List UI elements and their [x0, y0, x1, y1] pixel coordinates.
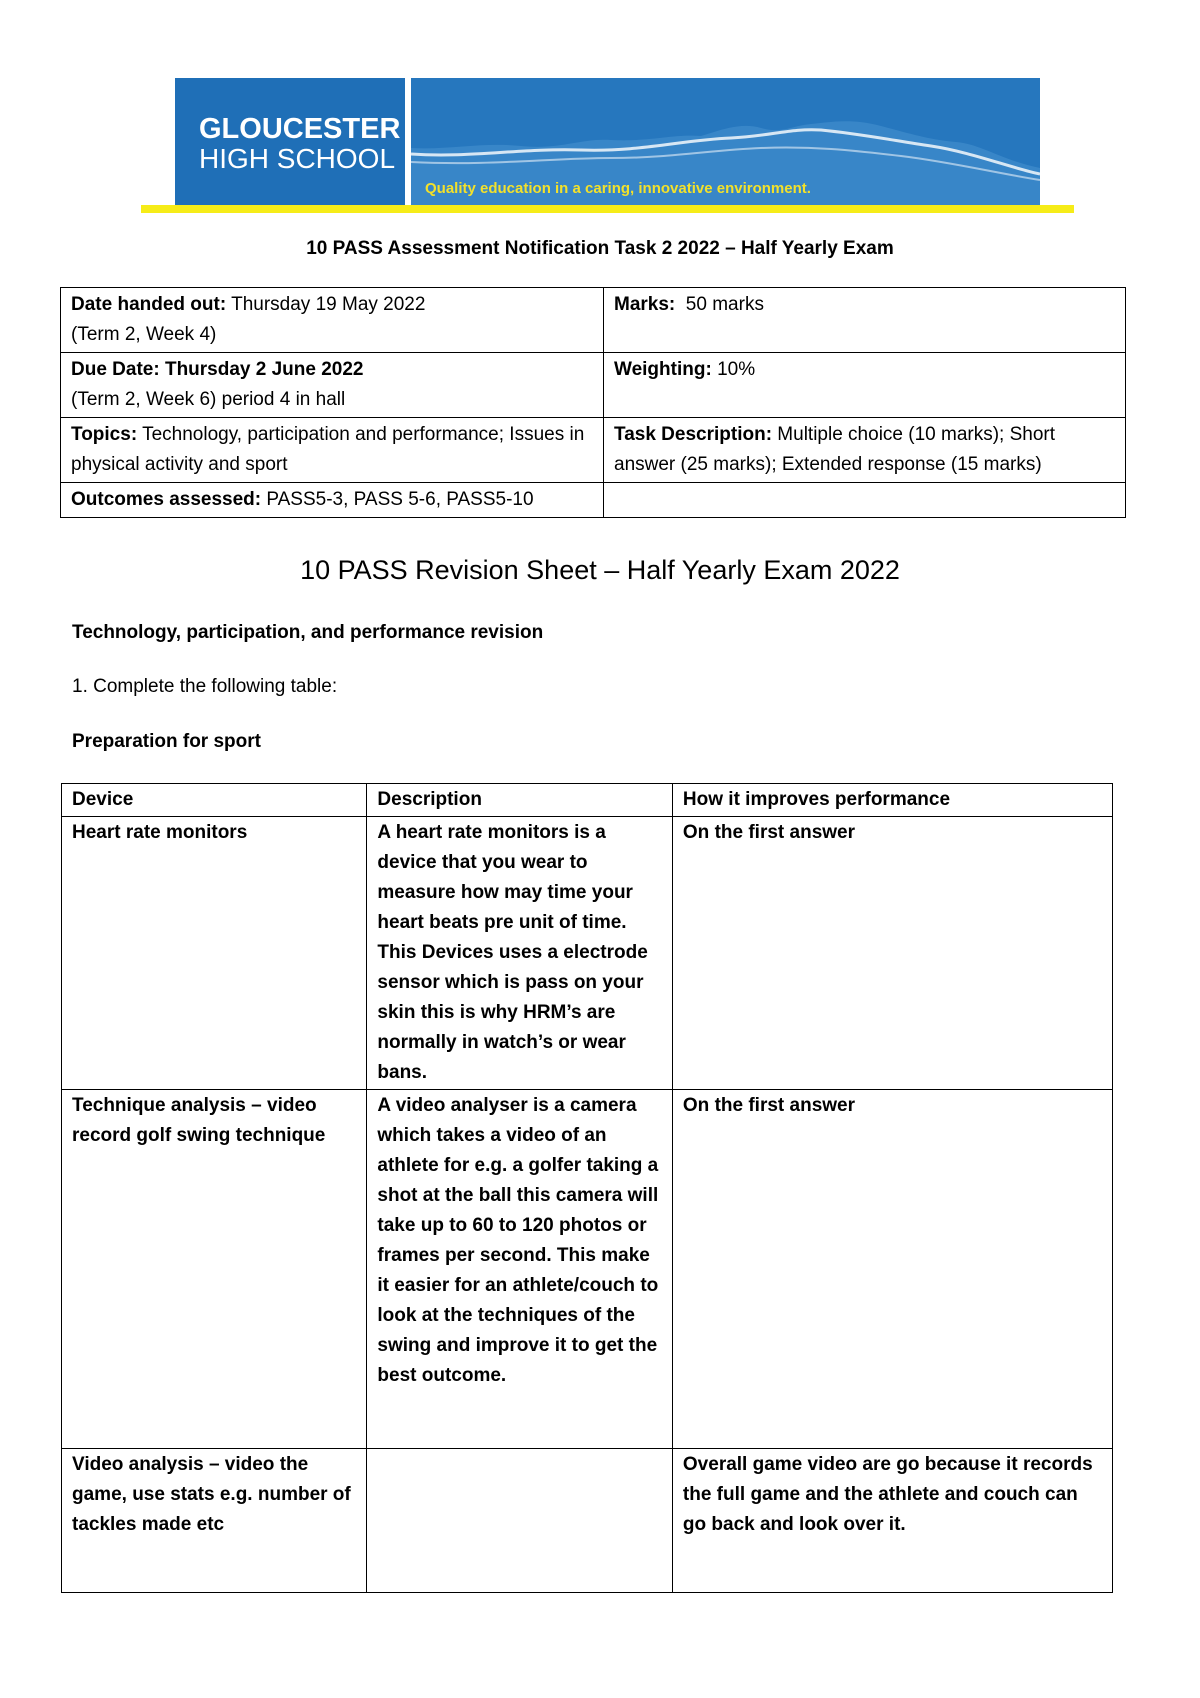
weighting-cell	[604, 353, 1126, 418]
section-heading: Technology, participation, and performance revision	[72, 622, 544, 643]
marks-label: Marks:	[614, 294, 676, 315]
due-date-note: (Term 2, Week 6) period 4 in hall	[71, 389, 346, 410]
improvement-cell: On the first answer	[672, 1090, 1112, 1449]
notification-title: 10 PASS Assessment Notification Task 2 2022 – Half Yearly Exam	[306, 238, 894, 259]
school-name-line1: GLOUCESTER	[199, 113, 401, 145]
date-handed-out-note: (Term 2, Week 4)	[71, 324, 217, 345]
weighting-value: 10%	[711, 359, 756, 380]
outcomes-label: Outcomes assessed:	[71, 489, 262, 510]
table-row	[61, 483, 1126, 518]
description-cell	[367, 1449, 673, 1593]
description-cell: A heart rate monitors is a device that you wear to measure how may time your heart beats pre unit of time. This Devices uses a electrode sensor which is pass on your skin this is why HRM’s are normally in watch’s or wear bans.	[367, 817, 673, 1090]
device-cell: Technique analysis – video record golf swing technique	[62, 1090, 367, 1449]
task-description-cell	[604, 418, 1126, 483]
topics-value: Technology, participation and performance; Issues in physical activity and sport	[71, 424, 585, 475]
header-improvement: How it improves performance	[672, 784, 1112, 817]
notification-table	[60, 287, 1126, 518]
date-handed-out-value: Thursday 19 May 2022	[226, 294, 426, 315]
table-row	[62, 817, 1113, 1090]
topics-label: Topics:	[71, 424, 138, 445]
subheading: Preparation for sport	[72, 731, 261, 752]
table-row	[61, 418, 1126, 483]
date-handed-out-label: Date handed out:	[71, 294, 227, 315]
improvement-cell: Overall game video are go because it records the full game and the athlete and couch can go back and look over it.	[672, 1449, 1112, 1593]
task-description-label: Task Description:	[614, 424, 773, 445]
outcomes-value: PASS5-3, PASS 5-6, PASS5-10	[261, 489, 534, 510]
marks-value: 50 marks	[675, 294, 764, 315]
outcomes-cell	[61, 483, 604, 518]
topics-cell	[61, 418, 604, 483]
table-row	[62, 1449, 1113, 1593]
weighting-label: Weighting:	[614, 359, 712, 380]
description-cell: A video analyser is a camera which takes a video of an athlete for e.g. a golfer taking a shot at the ball this camera will take up to 60 to 120 photos or frames per second. This make it easier for an athlete/couch to look at the techniques of the swing and improve it to get the best outcome.	[367, 1090, 673, 1449]
preparation-table	[61, 783, 1113, 1593]
table-row	[61, 288, 1126, 353]
due-date-cell	[61, 353, 604, 418]
revision-title: 10 PASS Revision Sheet – Half Yearly Exam 2022	[300, 555, 900, 585]
table-row	[62, 1090, 1113, 1449]
device-cell: Video analysis – video the game, use stats e.g. number of tackles made etc	[62, 1449, 367, 1593]
date-handed-out-cell	[61, 288, 604, 353]
empty-cell	[604, 483, 1126, 518]
school-name-line2: HIGH SCHOOL	[199, 143, 396, 174]
improvement-cell: On the first answer	[672, 817, 1112, 1090]
due-date-label: Due Date: Thursday 2 June 2022	[71, 359, 364, 380]
header-description: Description	[367, 784, 673, 817]
school-banner	[175, 78, 1040, 208]
table-row	[61, 353, 1126, 418]
question-text: 1. Complete the following table:	[72, 676, 338, 697]
marks-cell	[604, 288, 1126, 353]
school-tagline: Quality education in a caring, innovative environment.	[425, 180, 811, 197]
table-header-row	[62, 784, 1113, 817]
banner-landscape-panel	[411, 78, 1040, 205]
banner-logo-panel	[175, 78, 405, 205]
task-description-value: Multiple choice (10 marks); Short answer (25 marks); Extended response (15 marks)	[614, 424, 1056, 475]
header-device: Device	[62, 784, 367, 817]
device-cell: Heart rate monitors	[62, 817, 367, 1090]
banner-yellow-stripe	[141, 205, 1074, 213]
